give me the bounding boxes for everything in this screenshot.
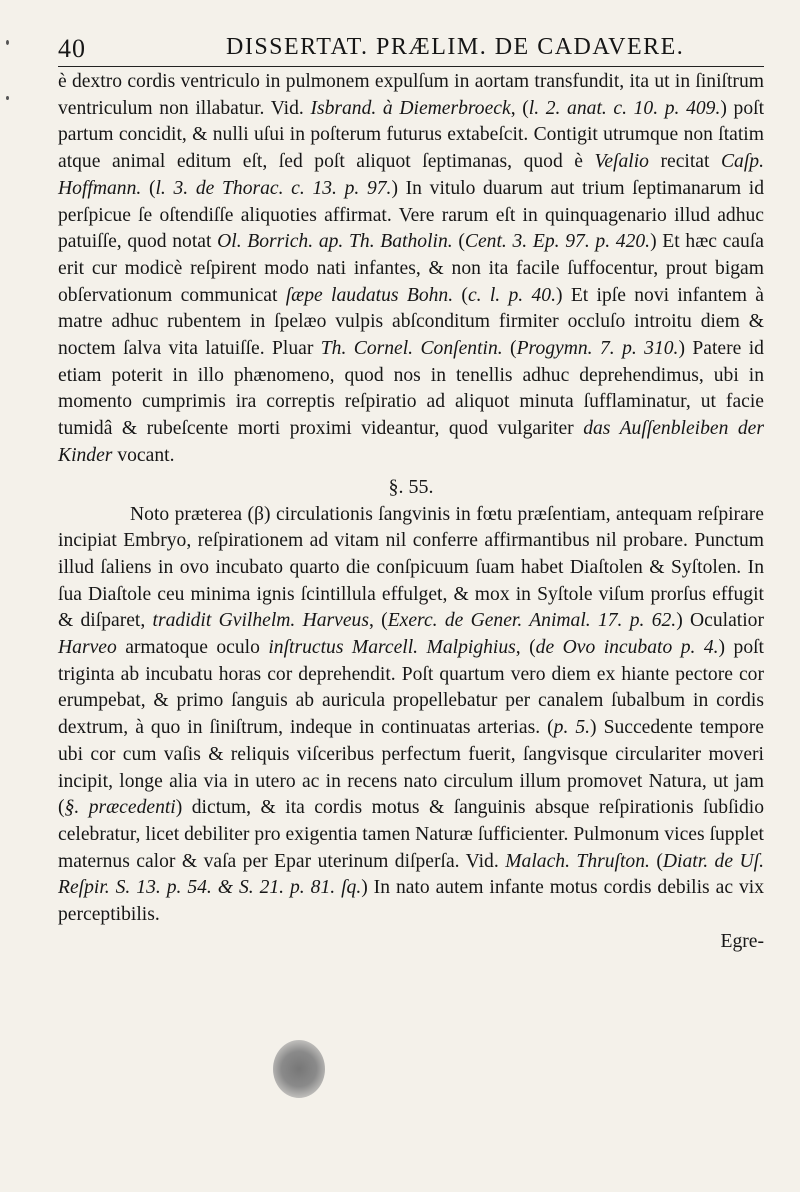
paragraph-1: [58, 69, 764, 470]
text-run: ) In nato autem infante motus cordis debilis ac vix perceptibilis.: [58, 877, 764, 926]
text-run: ) Succedente tempore ubi cor cum vaſis & reliquis viſceribus perfectum fuerit, ſangvisque circulariter moveri incipit, longe alia via in utero ac in recens nato circulum illum promovet Natura, ut jam (: [58, 717, 764, 819]
citation-italic: Caſp. Hoffmann.: [58, 151, 764, 199]
text-run: ) Et ipſe novi infantem à matre adhuc rubentem in ſpelæo vulpis abſconditum firmiter occluſo introitu diem & noctem ſalva vita latuiſſe. Pluar: [58, 284, 765, 360]
section-heading: §. 55.: [388, 475, 434, 498]
ink-blot: [273, 1040, 325, 1098]
text-run: ) Patere id etiam poterit in illo phænomeno, quod nos in tenellis adhuc deprehendimus, ubi in momento cumprimis ira correptis reſpiratio ad aliquot minuta ſufflaminatur, ut facie tumidâ & rubeſcente morti proximi videantur, quod vulgariter: [58, 338, 764, 440]
citation-italic: tradidit Gvilhelm. Harveus: [152, 610, 369, 632]
text-run: (: [649, 850, 663, 872]
text-run: armatoque oculo: [116, 637, 269, 659]
citation-italic: c. l. p. 40.: [467, 284, 556, 306]
text-run: , (: [515, 637, 536, 659]
citation-italic: Progymn. 7. p. 310.: [516, 338, 679, 360]
text-run: (: [453, 284, 468, 306]
citation-italic: Ol. Borrich. ap. Th. Batholin.: [217, 231, 453, 253]
text-run: ) Oculatior: [676, 610, 764, 632]
citation-italic: Diatr. de Uſ. Reſpir. S. 13. p. 54. & S. 21. p. 81. ſq.: [58, 850, 764, 899]
catchword: Egre-: [720, 930, 764, 952]
text-run: (: [502, 338, 517, 360]
citation-italic: de Ovo incubato p. 4.: [535, 637, 719, 659]
citation-italic: l. 2. anat. c. 10. p. 409.: [528, 97, 721, 119]
citation-italic: inſtructus Marcell. Malpighius: [268, 637, 516, 659]
margin-speck: [6, 40, 9, 45]
citation-italic: p. 5.: [553, 717, 591, 739]
page-number: 40: [58, 34, 86, 63]
text-run: ) In vitulo duarum aut trium ſeptimanarum id perſpicue ſe oſtendiſſe aliquoties affirmat. Vere rarum eſt in quinquagenario illud adhuc patuiſſe, quod notat: [58, 177, 764, 253]
citation-italic: Veſalio: [594, 151, 649, 173]
text-run: ) dictum, & ita cordis motus & ſanguinis absque reſpirationis ſubſidio celebratur, licet debiliter pro exigentia tamen Naturæ ſufficienter. Pulmonum vices ſupplet maternus calor & vaſa per Epar uterinum diſperſa. Vid.: [58, 797, 765, 872]
citation-italic: ſæpe laudatus Bohn.: [285, 284, 454, 306]
text-run: è dextro cordis ventriculo in pulmonem expulſum in aortam transfundit, ita ut in ſiniſtrum ventriculum non illabatur. Vid.: [58, 71, 764, 119]
text-run: vocant.: [112, 444, 175, 466]
citation-italic: Malach. Thruſton.: [505, 850, 650, 872]
citation-italic: Harveo: [58, 637, 117, 659]
margin-speck: [6, 96, 9, 100]
citation-italic: das Auſſenbleiben der Kinder: [58, 418, 765, 466]
text-run: ) Et hæc cauſa erit cur modicè reſpirent modo nati infantes, & non ita facile ſuffocentur, prout bigam obſervationum communicat: [58, 231, 764, 306]
citation-italic: Cent. 3. Ep. 97. p. 420.: [464, 231, 651, 253]
paragraph-2: [58, 502, 764, 929]
text-run: Noto præterea (β) circulationis ſangvinis in fœtu præſentiam, antequam reſpirare incipiat Embryo, reſpirationem ad vitam nil conferre affirmantibus nil probare. Punctum illud ſaliens in ovo incubato quarto die conſpicuum ſuam habet Diaſtolen & Syſtolen. In ſua Diaſtole ceu minima ignis ſcintillula effulget, & mox in Syſtole viſum prorſus effugit & diſparet,: [58, 503, 764, 632]
running-head: DISSERTAT. PRÆLIM. DE CADAVERE.: [226, 34, 685, 60]
text-run: recitat: [648, 151, 721, 173]
citation-italic: Exerc. de Gener. Animal. 17. p. 62.: [387, 610, 677, 632]
text-run: (: [141, 177, 156, 199]
citation-italic: Th. Cornel. Conſentin.: [320, 338, 503, 360]
text-run: ) poſt triginta ab incubatu horas cor deprehendit. Poſt quartum vero diem ex hiante pectore cor erumpebat, & primo ſanguis ab auricula propellebatur per canalem ſubalbum in cordis dextrum, à quo in ſiniſtrum, indeque in continuatas arterias. (: [58, 637, 764, 739]
book-page: [58, 22, 764, 955]
text-run: , (: [368, 610, 388, 632]
page-header: [58, 22, 764, 67]
text-run: , (: [510, 97, 529, 119]
citation-italic: §. præcedenti: [64, 797, 176, 819]
text-run: ) poſt partum concidit, & nulli uſui in poſterum futurus extabeſcit. Contigit utrumque non ſtatim atque animal editum eſt, ſed poſt aliquot ſeptimanas, quod è: [58, 97, 765, 173]
text-run: (: [452, 231, 465, 253]
citation-italic: Isbrand. à Diemerbroeck: [310, 97, 511, 119]
citation-italic: l. 3. de Thorac. c. 13. p. 97.: [155, 177, 392, 199]
